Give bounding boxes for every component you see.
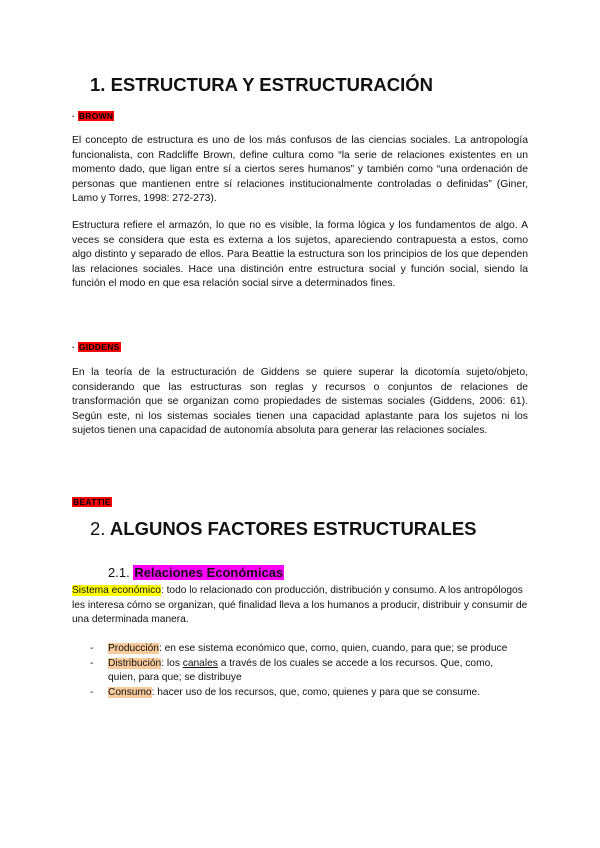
produccion-text: : en ese sistema económico que, como, quien, cuando, para que; se produce	[158, 643, 508, 654]
sistema-text: : todo lo relacionado con producción, distribución y consumo. A los antropólogos les interesa cómo se organizan, qué finalidad lleva a los humanos a producir, distribuir y consumir de una determinada manera.	[72, 585, 528, 625]
list-dash: -	[90, 657, 94, 669]
distribucion-pre: : los	[161, 657, 183, 669]
section-1-number: 1.	[90, 74, 106, 95]
distribucion-text: a través de los cuales se accede a los recursos. Que, como, quien, para que; se distribuye	[108, 657, 494, 683]
brown-label: BROWN	[78, 111, 114, 121]
brown-paragraph-2: Estructura refiere el armazón, lo que no es visible, la forma lógica y los fundamentos de algo. A veces se considera que esta es externa a los sujetos, apareciendo contrapuesta a estos, como algo distinto y separado de ellos. Para Beattie la estructura son los principios de los que dependen las relaciones sociales. Hace una distinción entre estructura social y función social, siendo la función el modo en que esa relación social sirve a determinados fines.	[72, 220, 528, 290]
economic-factors-list	[90, 642, 520, 700]
brown-bullet: ·	[72, 111, 76, 121]
giddens-label: GIDDENS	[78, 342, 120, 352]
beattie-tag	[72, 497, 112, 507]
giddens-paragraph: En la teoría de la estructuración de Giddens se quiere superar la dicotomía sujeto/objeto, considerando que las estructuras son reglas y recursos o conjuntos de relaciones de transformación que se organizan como propiedades de sistemas sociales (Giddens, 2006: 61). Según este, ni los sistemas sociales tienen una capacidad aplastante para los sujetos ni los sujetos tienen una capacidad de autonomía absoluta para generar las relaciones sociales.	[72, 367, 528, 437]
section-2-title: ALGUNOS FACTORES ESTRUCTURALES	[109, 518, 477, 539]
sistema-paragraph	[72, 584, 532, 628]
list-item-distribucion	[90, 657, 520, 686]
list-item-produccion	[90, 642, 520, 657]
distribucion-term: Distribución	[108, 657, 162, 669]
consumo-term: Consumo	[108, 686, 152, 698]
subsection-title: Relaciones Económicas	[134, 565, 284, 580]
produccion-term: Producción	[108, 643, 159, 654]
sistema-term: Sistema económico	[72, 585, 161, 596]
section-1-title: ESTRUCTURA Y ESTRUCTURACIÓN	[110, 74, 433, 95]
list-dash: -	[90, 686, 94, 698]
giddens-bullet: ·	[72, 342, 76, 352]
consumo-text: : hacer uso de los recursos, que, como, quienes y para que se consume.	[151, 686, 481, 698]
beattie-label: BEATTIE	[73, 497, 111, 507]
brown-tag	[72, 111, 114, 121]
giddens-tag	[72, 342, 121, 352]
list-item-consumo	[90, 686, 520, 701]
canales-underlined: canales	[182, 657, 218, 669]
list-dash: -	[90, 643, 94, 654]
subsection-heading	[108, 565, 284, 580]
section-1-heading	[90, 74, 433, 96]
brown-paragraph-1: El concepto de estructura es uno de los más confusos de las ciencias sociales. La antropología funcionalista, con Radcliffe Brown, define cultura como “la serie de relaciones existentes en un momento dado, que ligan entre sí a ciertos seres humanos” y también como “una ordenación de personas que mantienen entre sí relaciones institucionalmente controladas o definidas” (Giner, Lamo y Torres, 1998: 272-273).	[72, 135, 528, 205]
section-2-heading	[90, 518, 477, 540]
section-2-number: 2.	[90, 518, 106, 539]
subsection-number: 2.1.	[108, 565, 130, 580]
